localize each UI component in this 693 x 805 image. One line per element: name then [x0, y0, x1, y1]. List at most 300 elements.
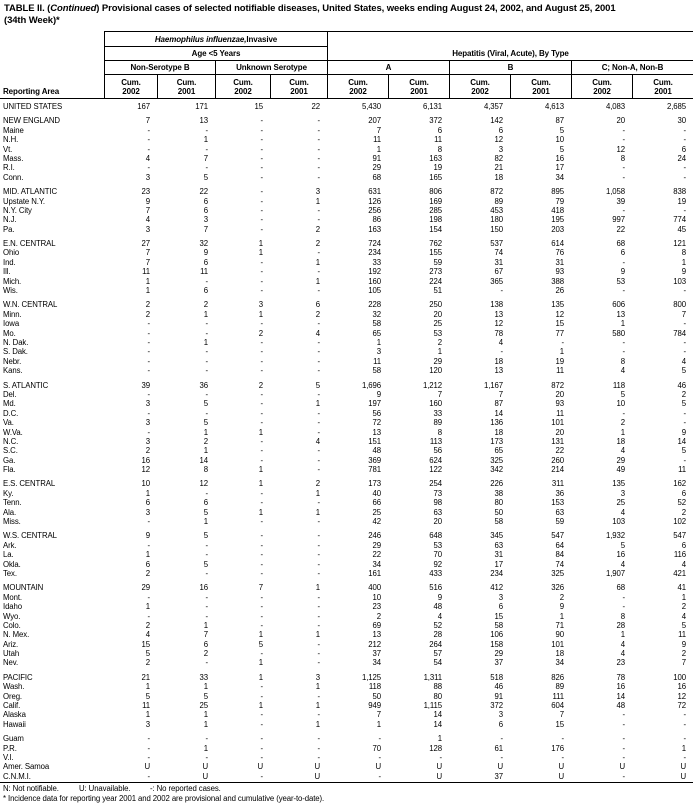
value-cell: 3 — [258, 300, 263, 310]
value-cell: - — [622, 719, 625, 729]
value-cell: 4,083 — [605, 102, 625, 111]
table-row — [0, 300, 693, 309]
value-cell: 11 — [678, 465, 686, 475]
value-cell: - — [683, 734, 686, 744]
value-cell: 7 — [258, 583, 263, 593]
value-cell: 6 — [681, 144, 686, 154]
value-cell: 68 — [372, 172, 381, 182]
value-cell: - — [260, 337, 263, 347]
table-row — [0, 258, 693, 267]
value-cell: - — [317, 144, 320, 154]
value-cell: 53 — [616, 276, 625, 286]
value-cell: 142 — [490, 116, 503, 126]
reporting-area-cell: E.N. CENTRAL — [3, 239, 56, 249]
value-cell: 228 — [368, 300, 381, 310]
value-cell: - — [147, 144, 150, 154]
value-cell: - — [622, 286, 625, 296]
value-cell: 18 — [494, 356, 503, 366]
reporting-area-cell: W.S. CENTRAL — [3, 531, 57, 541]
value-cell: 13 — [372, 630, 381, 640]
value-cell: - — [317, 389, 320, 399]
value-cell: 29 — [372, 540, 381, 550]
table-row — [0, 762, 693, 771]
value-cell: - — [317, 517, 320, 527]
table-group — [0, 583, 693, 668]
value-cell: 11 — [678, 630, 686, 640]
value-cell: 26 — [555, 286, 564, 296]
value-cell: - — [205, 125, 208, 135]
value-cell: 784 — [673, 328, 686, 338]
value-cell: 5 — [145, 649, 150, 659]
value-cell: 325 — [490, 455, 503, 465]
value-cell: 4 — [620, 559, 625, 569]
value-cell: 1 — [315, 682, 320, 692]
value-cell: - — [260, 347, 263, 357]
reporting-area-cell: Guam — [3, 734, 24, 744]
reporting-area-cell: Mass. — [3, 153, 24, 163]
value-cell: U — [680, 771, 686, 781]
value-cell: 2 — [145, 658, 150, 668]
value-cell: - — [260, 734, 263, 744]
value-cell: 3 — [376, 347, 381, 357]
value-cell: 1 — [376, 144, 381, 154]
value-cell: - — [317, 658, 320, 668]
table-row — [0, 701, 693, 710]
table-row — [0, 319, 693, 328]
reporting-area-cell: S. Dak. — [3, 347, 28, 357]
value-cell: 372 — [429, 116, 442, 126]
value-cell: 67 — [494, 267, 503, 277]
table-row — [0, 418, 693, 427]
value-cell: - — [683, 286, 686, 296]
value-cell: - — [260, 455, 263, 465]
value-cell: 48 — [433, 602, 442, 612]
reporting-area-cell: E.S. CENTRAL — [3, 479, 56, 489]
value-cell: - — [260, 592, 263, 602]
value-cell: 50 — [372, 691, 381, 701]
value-cell: 22 — [555, 446, 564, 456]
table-row — [0, 569, 693, 578]
value-cell: 176 — [551, 743, 564, 753]
value-cell: 12 — [616, 144, 625, 154]
value-cell: U — [202, 762, 208, 772]
value-cell: - — [260, 356, 263, 366]
value-cell: - — [147, 753, 150, 762]
value-cell: 195 — [551, 215, 564, 225]
group-non-serotype-b: Non-Serotype B — [104, 61, 215, 75]
table-row — [0, 560, 693, 569]
value-cell: 9 — [203, 248, 208, 258]
value-cell: U — [436, 762, 442, 772]
value-cell: 98 — [433, 498, 442, 508]
table-row — [0, 381, 693, 390]
value-cell: - — [683, 418, 686, 428]
value-cell: 29 — [494, 649, 503, 659]
year-label: 2001 — [654, 86, 672, 96]
value-cell: 4 — [620, 446, 625, 456]
value-cell: - — [147, 347, 150, 357]
value-cell: 27 — [141, 239, 150, 249]
value-cell: 4 — [315, 328, 320, 338]
value-cell: 4 — [145, 630, 150, 640]
table-row — [0, 744, 693, 753]
value-cell: 5 — [203, 531, 208, 541]
year-label: 2001 — [290, 86, 308, 96]
group-unknown-serotype: Unknown Serotype — [215, 61, 327, 75]
value-cell: 51 — [433, 286, 442, 296]
value-cell: 345 — [490, 531, 503, 541]
value-cell: 11 — [556, 408, 564, 418]
value-cell: - — [260, 568, 263, 578]
table-row — [0, 267, 693, 276]
value-cell: 58 — [372, 319, 381, 329]
reporting-area-cell: Md. — [3, 399, 16, 409]
value-cell: - — [622, 172, 625, 182]
reporting-area-cell: N.J. — [3, 215, 17, 225]
value-cell: 23 — [616, 658, 625, 668]
cum-label: Cum. — [409, 77, 429, 87]
value-cell: - — [317, 620, 320, 630]
value-cell: 614 — [551, 239, 564, 249]
value-cell: 22 — [616, 224, 625, 234]
value-cell: 87 — [494, 399, 503, 409]
value-cell: 1 — [258, 309, 263, 319]
value-cell: 2 — [437, 337, 442, 347]
value-cell: 106 — [490, 630, 503, 640]
value-cell: 12 — [494, 319, 503, 329]
value-cell: 8 — [620, 611, 625, 621]
value-cell: 131 — [551, 436, 564, 446]
value-cell: 1,311 — [423, 672, 442, 682]
value-cell: - — [683, 710, 686, 720]
value-cell: 12 — [555, 309, 564, 319]
value-cell: 1,212 — [422, 380, 442, 390]
value-cell: 3 — [145, 224, 150, 234]
value-cell: - — [622, 163, 625, 173]
value-cell: U — [314, 771, 320, 781]
value-cell: - — [205, 488, 208, 498]
value-cell: 113 — [429, 436, 442, 446]
value-cell: 1 — [258, 248, 263, 258]
value-cell: 18 — [494, 427, 503, 437]
group-hep-c: C; Non-A, Non-B — [571, 61, 693, 75]
cum-header-7 — [449, 75, 510, 98]
value-cell: 895 — [551, 187, 564, 197]
value-cell: - — [317, 649, 320, 659]
value-cell: - — [260, 691, 263, 701]
reporting-area-cell: Mich. — [3, 276, 22, 286]
value-cell: 80 — [494, 498, 503, 508]
cum-label: Cum. — [348, 77, 368, 87]
value-cell: 547 — [551, 531, 564, 541]
value-cell: 54 — [433, 658, 442, 668]
value-cell: 20 — [555, 427, 564, 437]
value-cell: - — [683, 753, 686, 762]
value-cell: 1 — [258, 507, 263, 517]
reporting-area-cell: Idaho — [3, 602, 23, 612]
value-cell: 1 — [203, 135, 208, 145]
value-cell: 59 — [555, 517, 564, 527]
value-cell: 7 — [559, 710, 564, 720]
value-cell: 11 — [556, 366, 564, 376]
value-cell: 116 — [673, 550, 686, 560]
reporting-area-cell: Ga. — [3, 455, 16, 465]
cum-label: Cum. — [176, 77, 197, 87]
value-cell: - — [260, 550, 263, 560]
value-cell: 5 — [620, 540, 625, 550]
value-cell: - — [500, 753, 503, 762]
value-cell: 28 — [616, 620, 625, 630]
value-cell: 1,115 — [423, 701, 442, 711]
value-cell: 16 — [616, 550, 625, 560]
value-cell: 7 — [376, 710, 381, 720]
value-cell: 369 — [368, 455, 381, 465]
value-cell: 79 — [555, 196, 564, 206]
value-cell: 122 — [429, 465, 442, 475]
value-cell: 6 — [203, 498, 208, 508]
value-cell: - — [378, 771, 381, 781]
table-row — [0, 399, 693, 408]
value-cell: 198 — [429, 215, 442, 225]
value-cell: 10 — [372, 592, 381, 602]
table-row — [0, 437, 693, 446]
table-row — [0, 550, 693, 559]
reporting-area-cell: Mont. — [3, 592, 22, 602]
reporting-area-cell: Tenn. — [3, 498, 22, 508]
value-cell: 72 — [677, 701, 686, 711]
value-cell: - — [205, 568, 208, 578]
value-cell: 6 — [203, 205, 208, 215]
value-cell: 88 — [433, 682, 442, 692]
value-cell: 624 — [429, 455, 442, 465]
value-cell: - — [561, 753, 564, 762]
table-group — [0, 116, 693, 182]
value-cell: - — [317, 550, 320, 560]
value-cell: 606 — [612, 300, 625, 310]
value-cell: 18 — [616, 436, 625, 446]
value-cell: 13 — [494, 366, 503, 376]
value-cell: 1,907 — [605, 568, 625, 578]
value-cell: - — [317, 743, 320, 753]
reporting-area-cell: S. ATLANTIC — [3, 380, 49, 390]
value-cell: 34 — [555, 658, 564, 668]
value-cell: 20 — [433, 309, 442, 319]
value-cell: - — [317, 215, 320, 225]
value-cell: - — [260, 408, 263, 418]
value-cell: - — [147, 771, 150, 781]
value-cell: - — [205, 144, 208, 154]
value-cell: 3 — [145, 719, 150, 729]
value-cell: 180 — [490, 215, 503, 225]
value-cell: - — [622, 408, 625, 418]
reporting-area-cell: Wyo. — [3, 611, 21, 621]
value-cell: 6 — [681, 488, 686, 498]
cum-header-8 — [510, 75, 571, 98]
value-cell: 30 — [677, 116, 686, 126]
value-cell: 53 — [433, 328, 442, 338]
value-cell: 412 — [490, 583, 503, 593]
value-cell: 169 — [429, 196, 442, 206]
value-cell: 158 — [490, 639, 503, 649]
value-cell: 16 — [616, 682, 625, 692]
cum-label: Cum. — [121, 77, 141, 87]
value-cell: - — [260, 498, 263, 508]
reporting-area-cell: Minn. — [3, 309, 22, 319]
value-cell: 138 — [490, 300, 503, 310]
reporting-area-cell: N. Mex. — [3, 630, 30, 640]
value-cell: - — [205, 356, 208, 366]
value-cell: 16 — [555, 153, 564, 163]
value-cell: 4 — [620, 507, 625, 517]
value-cell: U — [144, 762, 150, 772]
value-cell: - — [622, 602, 625, 612]
value-cell: 285 — [429, 205, 442, 215]
reporting-area-cell: Oreg. — [3, 691, 22, 701]
reporting-area-cell: P.R. — [3, 743, 17, 753]
value-cell: 29 — [372, 163, 381, 173]
cum-header-6 — [388, 75, 449, 98]
reporting-area-cell: Alaska — [3, 710, 26, 720]
value-cell: - — [147, 408, 150, 418]
value-cell: 91 — [372, 153, 381, 163]
value-cell: 2 — [620, 418, 625, 428]
table-row — [0, 734, 693, 743]
table-group — [0, 531, 693, 578]
value-cell: - — [147, 427, 150, 437]
value-cell: 36 — [199, 380, 208, 390]
value-cell: 1,058 — [605, 187, 625, 197]
value-cell: 13 — [616, 309, 625, 319]
value-cell: 15 — [494, 611, 503, 621]
value-cell: 87 — [555, 116, 564, 126]
value-cell: 89 — [494, 196, 503, 206]
value-cell: 1 — [315, 701, 320, 711]
value-cell: 11 — [434, 135, 442, 145]
value-cell: 207 — [368, 116, 381, 126]
value-cell: - — [683, 408, 686, 418]
value-cell: 101 — [551, 639, 564, 649]
value-cell: 631 — [368, 187, 381, 197]
value-cell: 388 — [551, 276, 564, 286]
value-cell: 7 — [203, 153, 208, 163]
value-cell: 118 — [368, 682, 381, 692]
reporting-area-cell: Calif. — [3, 701, 21, 711]
value-cell: 14 — [494, 408, 503, 418]
table-group — [0, 102, 693, 111]
value-cell: - — [260, 125, 263, 135]
value-cell: 5 — [203, 418, 208, 428]
table-row — [0, 602, 693, 611]
value-cell: 400 — [368, 583, 381, 593]
value-cell: 4,613 — [544, 102, 564, 111]
value-cell: 29 — [433, 356, 442, 366]
value-cell: 111 — [552, 691, 564, 701]
value-cell: 254 — [429, 479, 442, 489]
value-cell: 16 — [141, 455, 150, 465]
value-cell: - — [317, 319, 320, 329]
value-cell: - — [205, 328, 208, 338]
value-cell: - — [147, 356, 150, 366]
cum-label: Cum. — [531, 77, 551, 87]
value-cell: - — [317, 205, 320, 215]
reporting-area-cell: N.C. — [3, 436, 19, 446]
value-cell: 2 — [258, 380, 263, 390]
cum-header-9 — [571, 75, 632, 98]
value-cell: - — [622, 771, 625, 781]
value-cell: 806 — [429, 187, 442, 197]
value-cell: 160 — [429, 399, 442, 409]
table-row — [0, 456, 693, 465]
value-cell: 4 — [681, 356, 686, 366]
table-row — [0, 772, 693, 781]
value-cell: - — [317, 356, 320, 366]
value-cell: 128 — [429, 743, 442, 753]
value-cell: 59 — [433, 257, 442, 267]
value-cell: 78 — [616, 672, 625, 682]
value-cell: 70 — [433, 550, 442, 560]
value-cell: - — [683, 135, 686, 145]
value-cell: - — [147, 125, 150, 135]
value-cell: 20 — [433, 517, 442, 527]
value-cell: - — [317, 734, 320, 744]
year-label: 2002 — [234, 86, 252, 96]
value-cell: 153 — [551, 498, 564, 508]
value-cell: 5 — [203, 172, 208, 182]
value-cell: 76 — [555, 248, 564, 258]
value-cell: 5 — [315, 380, 320, 390]
table-group — [0, 187, 693, 234]
table-row — [0, 145, 693, 154]
value-cell: - — [500, 286, 503, 296]
reporting-area-cell: Ala. — [3, 507, 17, 517]
value-cell: 37 — [494, 658, 503, 668]
table-row — [0, 329, 693, 338]
value-cell: - — [317, 568, 320, 578]
reporting-area-cell: Utah — [3, 649, 20, 659]
value-cell: 4 — [498, 337, 503, 347]
value-cell: 1 — [620, 319, 625, 329]
value-cell: - — [317, 366, 320, 376]
value-cell: 82 — [494, 153, 503, 163]
value-cell: 4 — [620, 649, 625, 659]
value-cell: 38 — [494, 488, 503, 498]
value-cell: 37 — [494, 771, 503, 781]
value-cell: 1 — [258, 630, 263, 640]
value-cell: 1 — [203, 337, 208, 347]
table-row — [0, 498, 693, 507]
title-continued: Continued — [50, 3, 97, 14]
haemophilus-italic: Haemophilus influenzae, — [154, 34, 247, 44]
value-cell: - — [147, 389, 150, 399]
value-cell: 165 — [429, 172, 442, 182]
table-body — [0, 99, 693, 783]
value-cell: - — [260, 144, 263, 154]
value-cell: - — [260, 276, 263, 286]
value-cell: 192 — [368, 267, 381, 277]
value-cell: - — [561, 734, 564, 744]
value-cell: U — [257, 762, 263, 772]
value-cell: - — [260, 743, 263, 753]
value-cell: - — [260, 215, 263, 225]
value-cell: 4,357 — [483, 102, 503, 111]
value-cell: 15 — [555, 319, 564, 329]
value-cell: 6 — [203, 257, 208, 267]
value-cell: 418 — [551, 205, 564, 215]
value-cell: 5 — [681, 446, 686, 456]
value-cell: - — [260, 389, 263, 399]
value-cell: - — [205, 389, 208, 399]
value-cell: 1 — [315, 630, 320, 640]
